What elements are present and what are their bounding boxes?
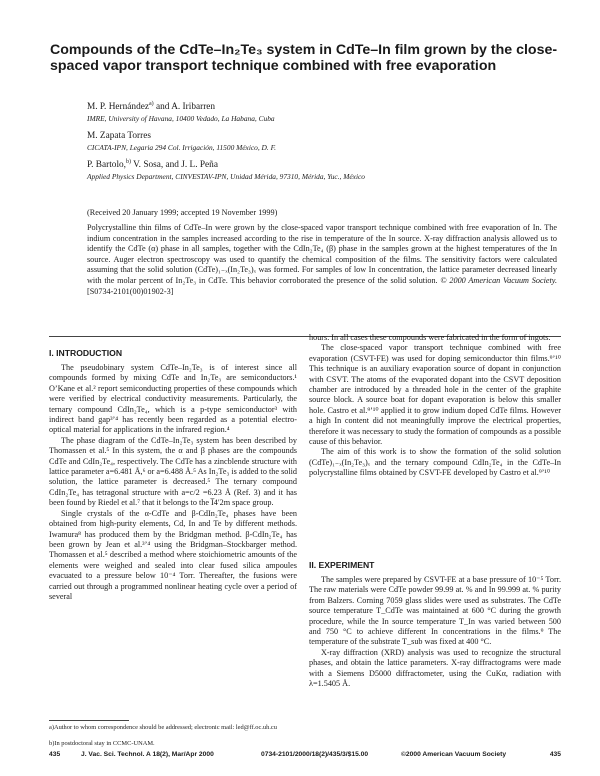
author-names: M. P. Hernández xyxy=(87,102,149,113)
doi: [S0734-2101(00)01902-3] xyxy=(87,286,174,296)
author-line-2 xyxy=(87,130,151,141)
footnote-a: a)Author to whom correspondence should be addressed; electronic mail: led@ff.oc.uh.cu xyxy=(49,724,277,731)
affiliation-3: Applied Physics Department, CINVESTAV-IPN, Unidad Mérida, 97310, Mérida, Yuc., México xyxy=(87,172,365,181)
footnote-b: b)In postdoctoral stay in CCMC-UNAM. xyxy=(49,740,155,747)
author-names: P. Bartolo, xyxy=(87,160,126,171)
section-heading-introduction: I. INTRODUCTION xyxy=(49,348,123,358)
copyright-line: © 2000 American Vacuum Society. xyxy=(440,275,557,285)
author-names: M. Zapata Torres xyxy=(87,131,151,142)
paragraph: X-ray diffraction (XRD) analysis was used to recognize the structural phases, and obtain the lattice parameters. X-ray diffractograms were made with a Siemens D5000 diffractometer, using the CuKα, radiation with λ=1.5405 Å. xyxy=(309,647,561,689)
abstract-text: Polycrystalline thin films of CdTe–In were grown by the close-spaced vapor transport technique combined with free evaporation of In. The indium concentration in the samples increased according to the rise in temperature of the In source. X-ray diffraction analysis allowed us to identify the CdTe (α) phase in all samples, together with the CdIn₂Te₄ (β) phase in the samples grown at the highest temperatures of the In source. Auger electron spectroscopy was used to quantify the chemical composition of the films. The sensitivity factors were calculated assuming that the solid solution (CdTe)₁₋ₓ(In₂Te₃)ₓ was formed. For samples of low In concentration, the lattice parameter decreased linearly with the molar percent of In₂Te₃ in CdTe. This behavior corroborated the presence of the solid solution. xyxy=(87,223,557,285)
left-column-body xyxy=(49,363,297,602)
paragraph: The samples were prepared by CSVT-FE at a base pressure of 10⁻⁵ Torr. The raw materials were CdTe powder 99.99 at. % and In 99.999 at. % purity from Balzers. Corning 7059 glass slides were used as substrates. The CdTe source temperature T_CdTe was maintained at 600 °C during the growth procedure, while the In source temperature T_In was varied between 500 and 750 °C to achieve different In concentrations in the films.⁹ The temperature of the substrate T_sub was fixed at 400 °C. xyxy=(309,575,561,647)
footnote-rule xyxy=(49,720,129,721)
paragraph: The aim of this work is to show the formation of the solid solution (CdTe)₁₋ₓ(In₂Te₃)ₓ and the ternary compound CdIn₂Te₄ in the CdTe–In polycrystalline films obtained by CSVT-FE developed by Castro et al.⁹ʼ¹⁰ xyxy=(309,447,561,478)
right-column-bottom xyxy=(309,575,561,737)
received-dates: (Received 20 January 1999; accepted 19 November 1999) xyxy=(87,208,278,217)
paragraph: The close-spaced vapor transport technique combined with free evaporation (CSVT-FE) was used for doping semiconductor thin films.⁹ʼ¹⁰ This technique is an auxiliary evaporation source of dopant in conjunction with CSVT. The atoms of the evaporated dopant into the CSVT deposition chamber are introduced by a threaded hole in the center of the graphite source block. A source boat for dopant evaporation is below this smaller hole. Castro et al.⁹ʼ¹⁰ applied it to grow indium doped CdTe films. However a high In content did not meaningfully improve the electrical properties, therefore it was necessary to study the formation of compounds as a possible cause of this behavior. xyxy=(309,343,561,447)
paragraph: The pseudobinary system CdTe–In₂Te₃ is of interest since all compounds formed by mixing CdTe and In₂Te₃ are semiconductors.¹ O’Kane et al.² report semiconducting properties of these compounds which were verified by electrical conductivity measurements. Particularly, the ternary compound CdIn₂Te₄, which is a p-type semiconductor³ with indirect band gap³ʼ⁴ has recently been regarded as a potential electro-optical material for applications in the infrared region.⁴ xyxy=(49,363,297,435)
abstract xyxy=(87,223,557,297)
section-heading-experiment: II. EXPERIMENT xyxy=(309,560,375,570)
paragraph: The phase diagram of the CdTe–In₂Te₃ system has been described by Thomassen et al.⁵ In this system, the α and β phases are the compounds CdTe and CdIn₂Te₄, respectively. The CdTe has a zincblende structure with lattice parameter a=6.481 Å,⁶ or a=6.488 Å.⁵ As In₂Te₃ is added to the solid solution, the lattice parameter is decreased.⁵ The ternary compound CdIn₂Te₄ has tetragonal structure with a=c/2 =6.23 Å (Ref. 3) and it has been found by Riedel et al.⁷ that it belongs to the I̅4′2m space group. xyxy=(49,435,297,508)
author-rest: V. Sosa, and J. L. Peña xyxy=(131,160,218,171)
author-line-1 xyxy=(87,101,215,112)
author-sup: a) xyxy=(148,101,154,107)
society-copyright: ©2000 American Vacuum Society xyxy=(401,751,507,758)
affiliation-1: IMRE, University of Havana, 10400 Vedado, La Habana, Cuba xyxy=(87,114,275,123)
author-rest: and A. Iribarren xyxy=(153,102,216,113)
right-column-bottom-body xyxy=(309,575,561,689)
page-number-left: 435 xyxy=(49,751,61,758)
journal-citation: J. Vac. Sci. Technol. A 18(2), Mar/Apr 2000 xyxy=(81,751,214,758)
article-code: 0734-2101/2000/18(2)/435/3/$15.00 xyxy=(261,751,369,758)
right-column-top xyxy=(309,333,561,540)
affiliation-2: CICATA-IPN, Legaria 294 Col. Irrigación, 11500 México, D. F. xyxy=(87,143,276,152)
paragraph: hours. In all cases these compounds were fabricated in the form of ingots. xyxy=(309,333,551,342)
left-column xyxy=(49,363,297,715)
paragraph: Single crystals of the α-CdTe and β-CdIn₂Te₄ phases have been obtained from high-purity elements, Cd, In and Te by different methods. Iwamura⁸ has produced them by the Bridgman method. β-CdIn₂Te₄ has been grown by Jean et al.³ʼ⁴ using the Bridgman–Stockbarger method. Thomassen et al.⁵ described a method where stoichiometric amounts of the elements were weighed and sealed into clear fused silica ampoules evacuated to a pressure below 10⁻⁴ Torr. Thereafter, the fusions were carried out through a programmed nonlinear heating cycle over a period of several xyxy=(49,508,297,601)
right-column-top-body xyxy=(309,333,561,479)
author-line-3 xyxy=(87,159,218,170)
article-title: Compounds of the CdTe–In₂Te₃ system in CdTe–In film grown by the close-spaced vapor transport technique combined with free evaporation xyxy=(50,42,558,74)
page-number-right: 435 xyxy=(549,751,561,758)
author-sup: b) xyxy=(126,159,131,165)
